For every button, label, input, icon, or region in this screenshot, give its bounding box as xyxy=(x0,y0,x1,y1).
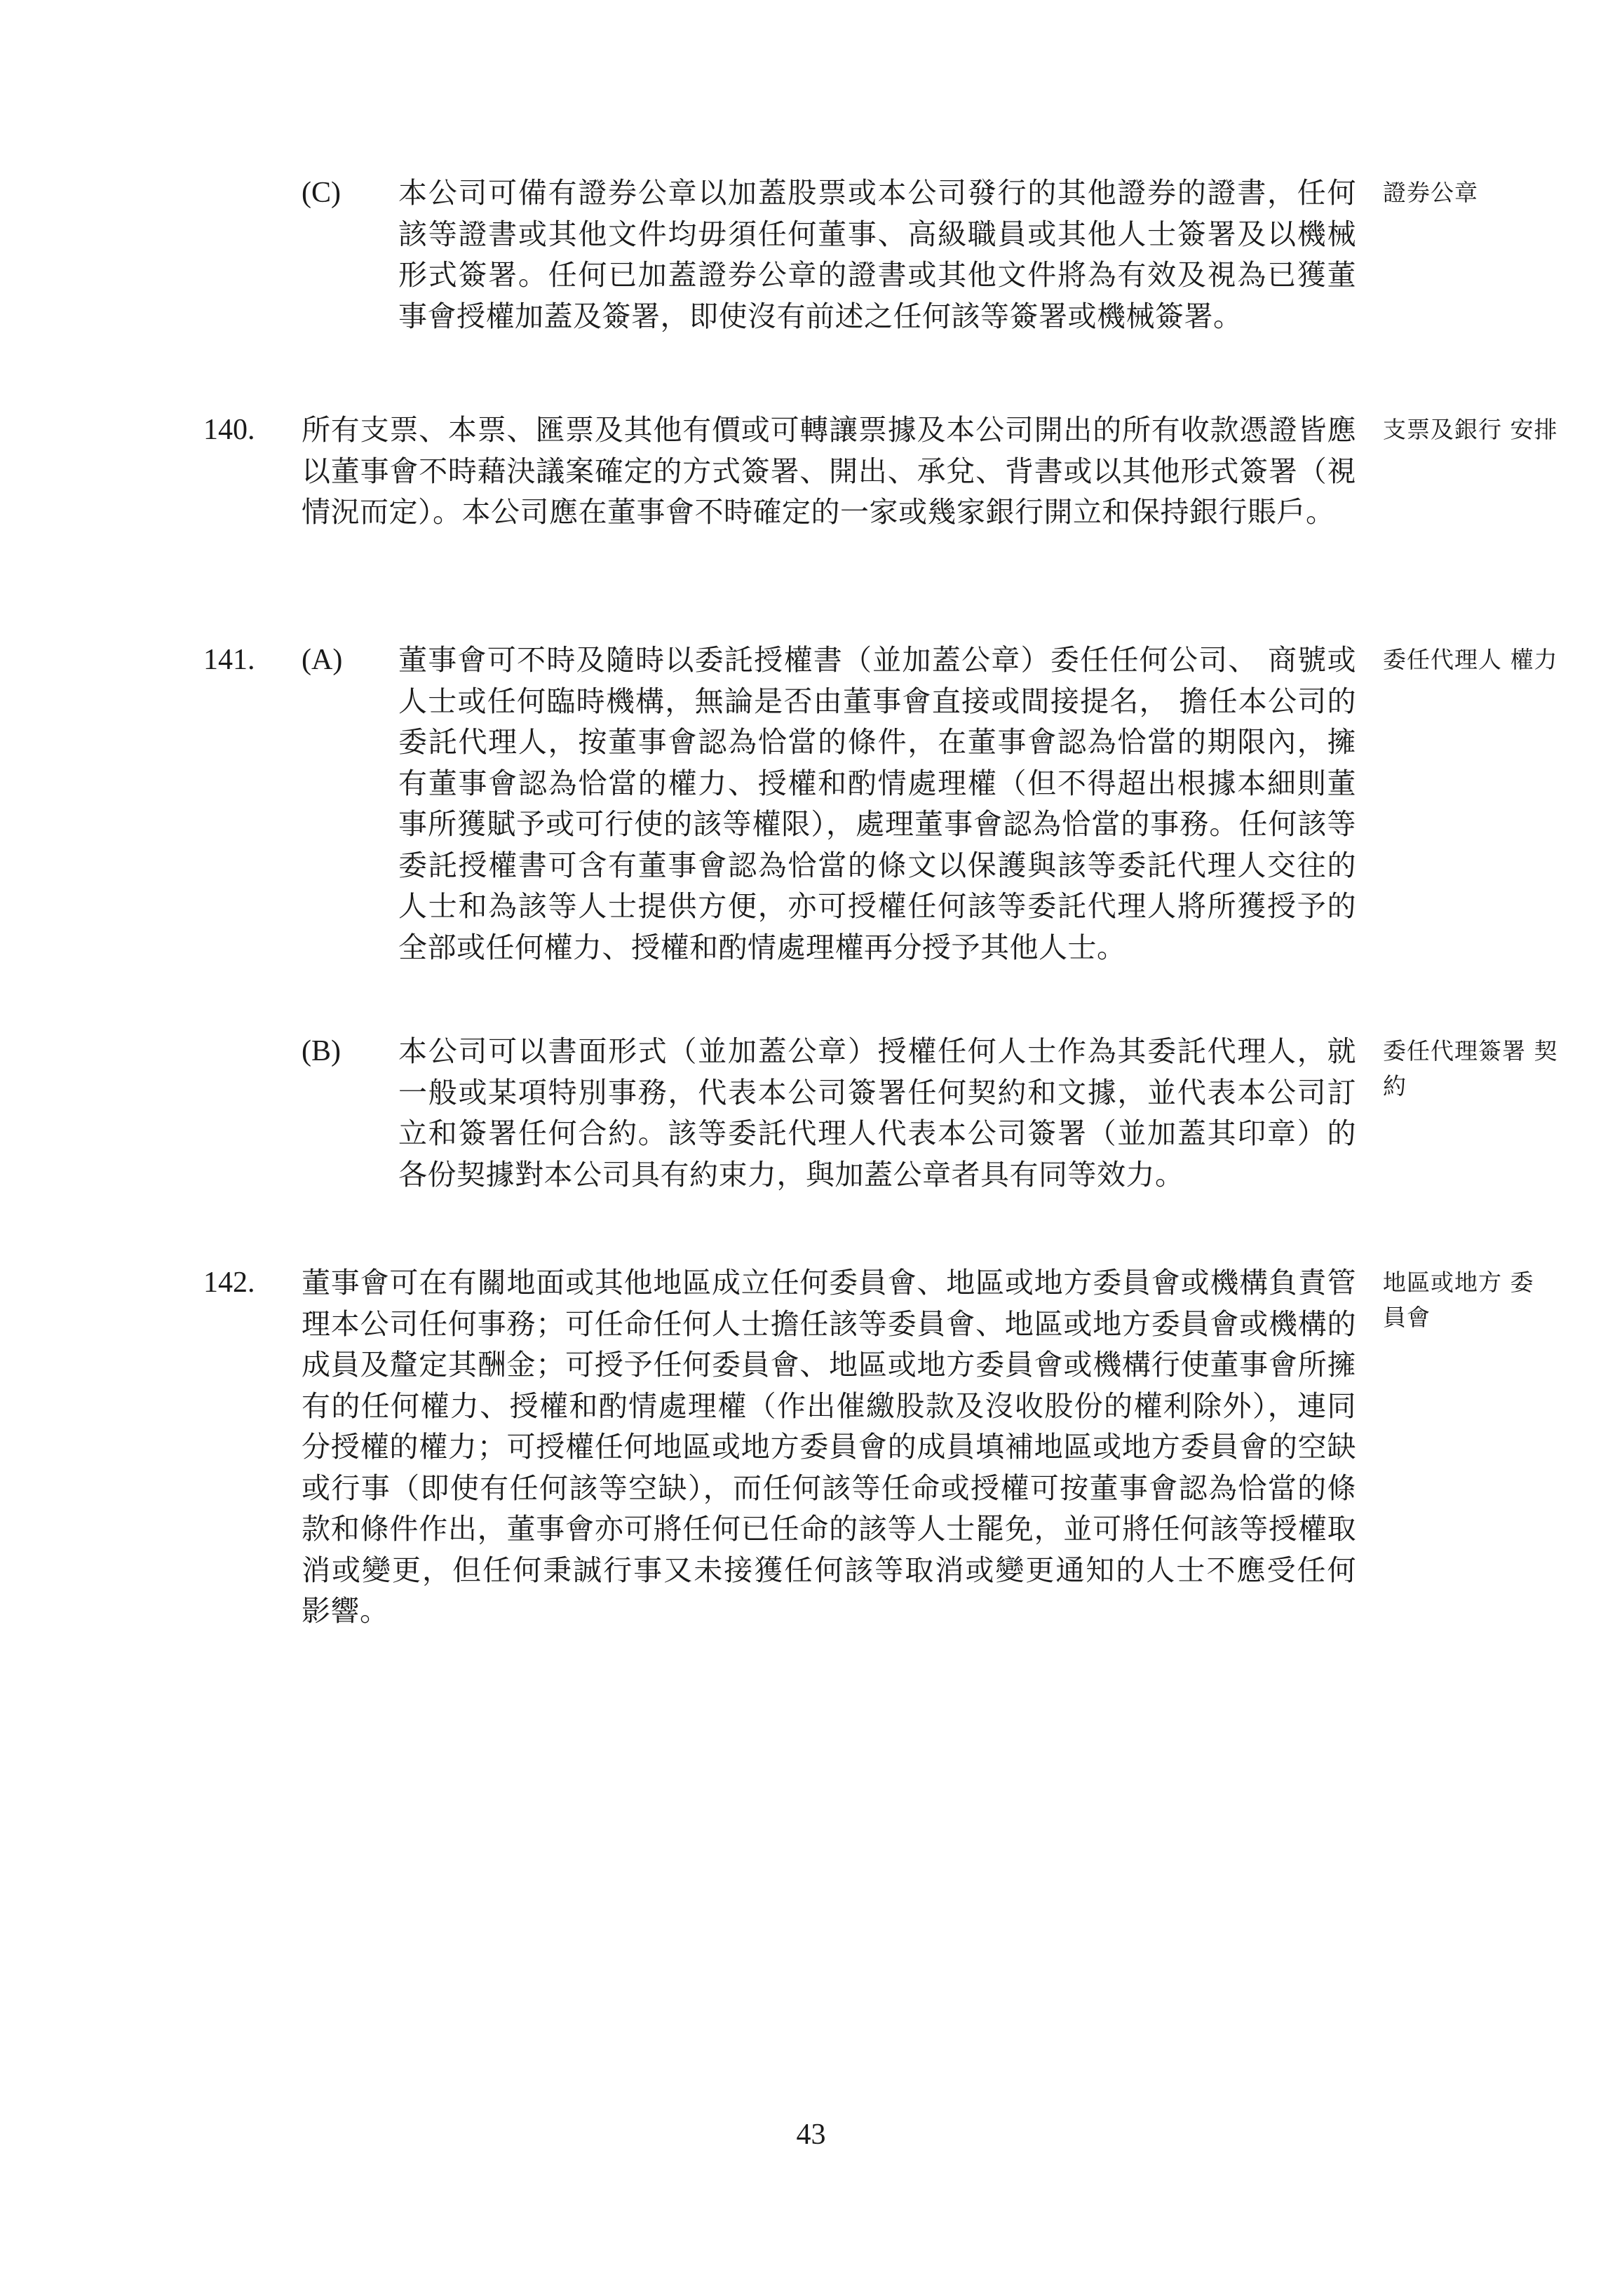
clause-c-label: (C) xyxy=(302,177,341,209)
clause-140-text: 所有支票、本票、匯票及其他有價或可轉讓票據及本公司開出的所有收款憑證皆應以董事會不時藉決議案確定的方式簽署、開出、承兌、背書或以其他形式簽署（視情況而定）。本公司應在董事會不時確定的一家或幾家銀行開立和保持銀行賬戶。 xyxy=(302,413,1356,529)
clause-142-number: 142. xyxy=(203,1267,255,1299)
clause-141-a-text: 董事會可不時及隨時以委託授權書（並加蓋公章）委任任何公司、 商號或人士或任何臨時機構，無論是否由董事會直接或間接提名， 擔任本公司的委託代理人，按董事會認為恰當的條件，在董事會認為恰當的期限內，擁有董事會認為恰當的權力、授權和酌情處理權（但不得超出根據本細則董事所獲賦予或可行使的該等權限），處理董事會認為恰當的事務。任何該等委託授權書可含有董事會認為恰當的條文以保護與該等委託代理人交往的人士和為該等人士提供方便，亦可授權任何該等委託代理人將所獲授予的全部或任何權力、授權和酌情處理權再分授予其他人士。 xyxy=(398,643,1356,964)
clause-c-text: 本公司可備有證券公章以加蓋股票或本公司發行的其他證券的證書，任何該等證書或其他文件均毋須任何董事、高級職員或其他人士簽署及以機械形式簽署。任何已加蓋證券公章的證書或其他文件將為有效及視為已獲董事會授權加蓋及簽署，即使沒有前述之任何該等簽署或機械簽署。 xyxy=(398,176,1356,333)
clause-141-b-text: 本公司可以書面形式（並加蓋公章）授權任何人士作為其委託代理人，就一般或某項特別事務，代表本公司簽署任何契約和文據，並代表本公司訂立和簽署任何合約。該等委託代理人代表本公司簽署（並加蓋其印章）的各份契據對本公司具有約束力，與加蓋公章者具有同等效力。 xyxy=(398,1034,1356,1191)
clause-141-b-margin-note: 委任代理簽署 契約 xyxy=(1383,1037,1558,1100)
clause-141-a-margin-note: 委任代理人 權力 xyxy=(1383,646,1558,673)
page-number: 43 xyxy=(796,2119,826,2151)
clause-140-margin-note: 支票及銀行 安排 xyxy=(1383,416,1558,443)
clause-142-text: 董事會可在有關地面或其他地區成立任何委員會、地區或地方委員會或機構負責管理本公司任何事務；可任命任何人士擔任該等委員會、地區或地方委員會或機構的成員及釐定其酬金；可授予任何委員會、地區或地方委員會或機構行使董事會所擁有的任何權力、授權和酌情處理權（作出催繳股款及沒收股份的權利除外），連同分授權的權力；可授權任何地區或地方委員會的成員填補地區或地方委員會的空缺或行事（即使有任何該等空缺），而任何該等任命或授權可按董事會認為恰當的條款和條件作出，董事會亦可將任何已任命的該等人士罷免，並可將任何該等授權取消或變更，但任何秉誠行事又未接獲任何該等取消或變更通知的人士不應受任何 影響。 xyxy=(302,1266,1356,1628)
clause-142-margin-note: 地區或地方 委 員會 xyxy=(1383,1269,1534,1331)
clause-141-number: 141. xyxy=(203,644,255,676)
clause-140-number: 140. xyxy=(203,414,255,446)
clause-141-b-label: (B) xyxy=(302,1035,341,1067)
clause-141-a-label: (A) xyxy=(302,644,343,676)
clause-c-margin-note: 證券公章 xyxy=(1383,179,1478,206)
